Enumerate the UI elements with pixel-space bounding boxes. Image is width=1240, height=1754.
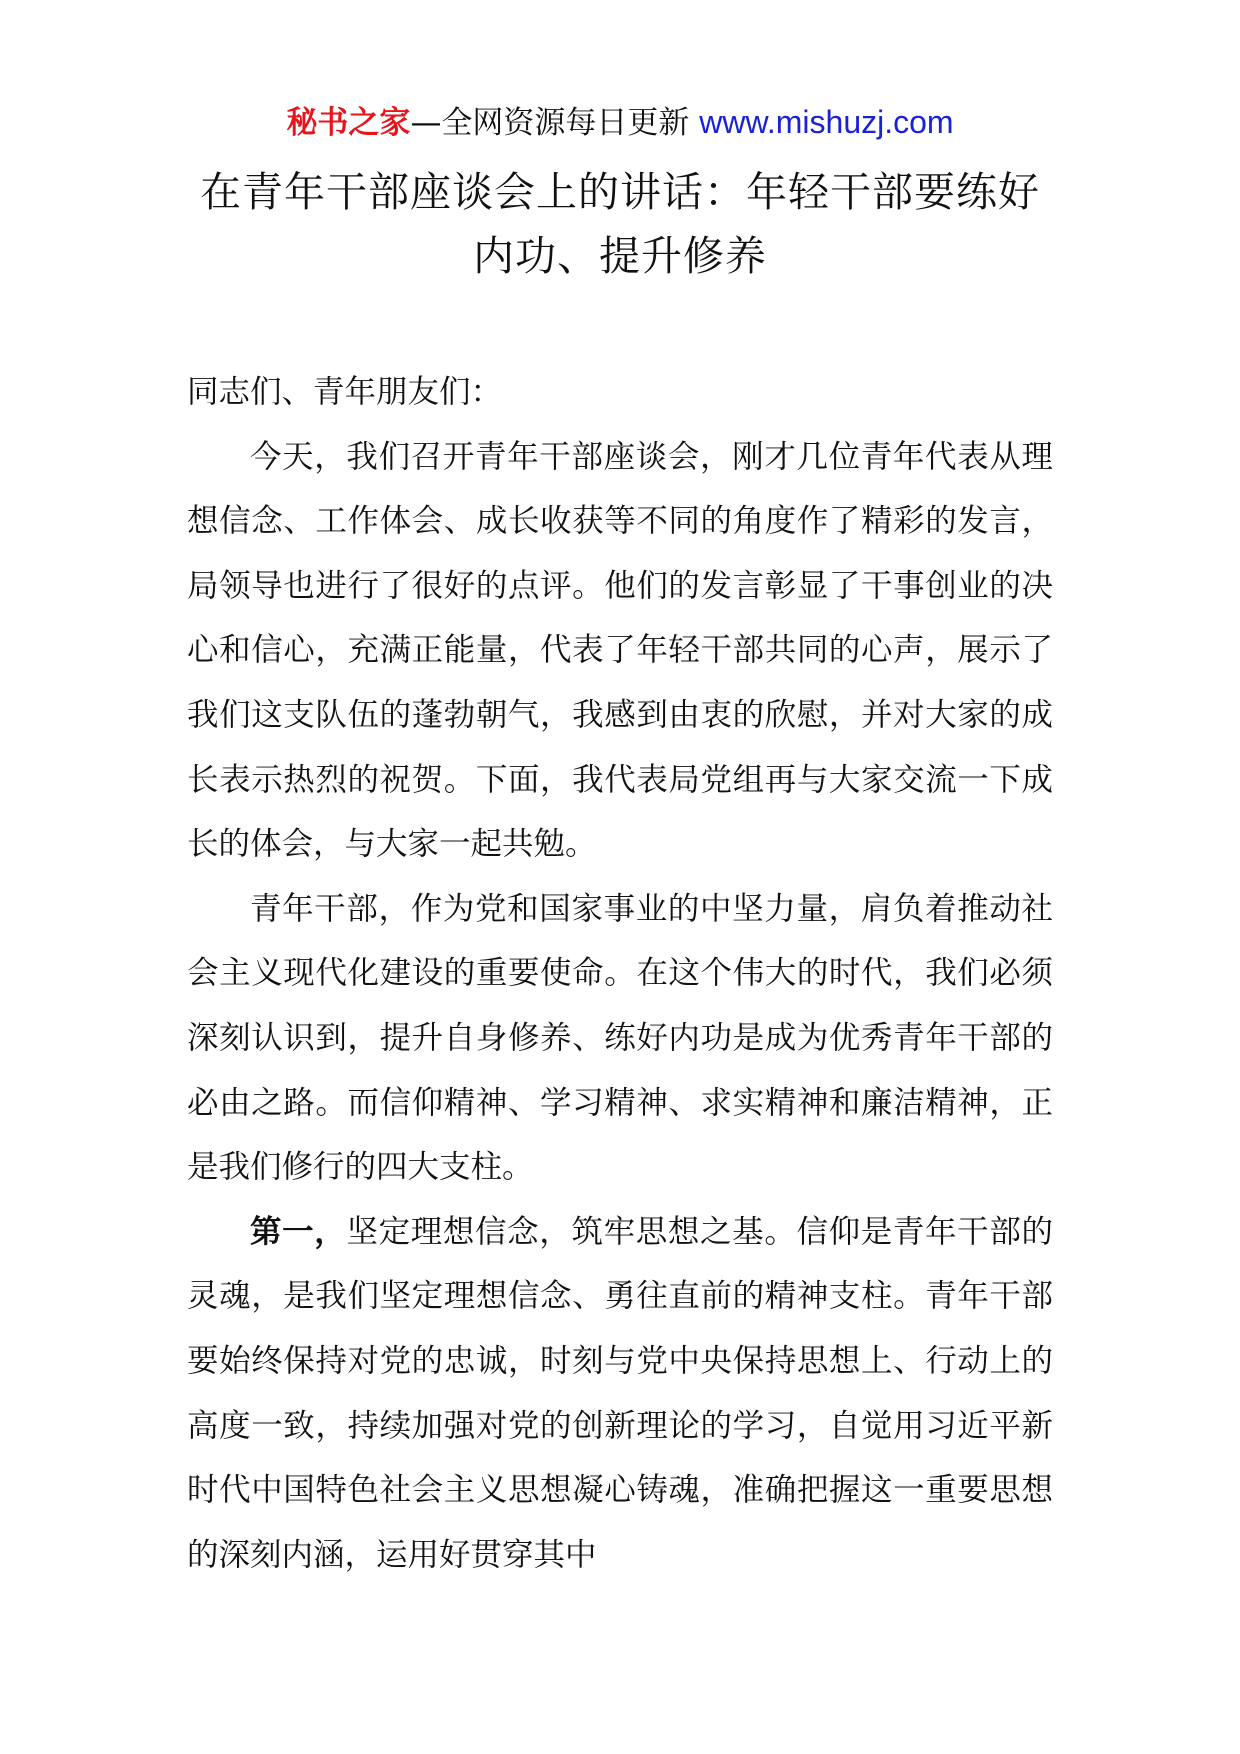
paragraph-intro: 青年干部，作为党和国家事业的中坚力量，肩负着推动社会主义现代化建设的重要使命。在这个伟大的时代，我们必须深刻认识到，提升自身修养、练好内功是成为优秀青年干部的必由之路。而信仰精神、学习精神、求实精神和廉洁精神，正是我们修行的四大支柱。 [187,890,1053,1186]
paragraph-section-1 [187,1200,1053,1588]
brand-name: 秘书之家 [286,105,411,141]
title-line-1: 在青年干部座谈会上的讲话：年轻干部要练好 [200,168,1040,216]
section-1-label: 第一， [250,1213,347,1250]
title-line-2: 内功、提升修养 [473,232,767,280]
section-1-text: 坚定理想信念，筑牢思想之基。信仰是青年干部的灵魂，是我们坚定理想信念、勇往直前的精神支柱。青年干部要始终保持对党的忠诚，时刻与党中央保持思想上、行动上的高度一致，持续加强对党的创新理论的学习，自觉用习近平新时代中国特色社会主义思想凝心铸魂，准确把握这一重要思想的深刻内涵，运用好贯穿其中 [187,1213,1053,1573]
paragraph-opening: 今天，我们召开青年干部座谈会，刚才几位青年代表从理想信念、工作体会、成长收获等不同的角度作了精彩的发言，局领导也进行了很好的点评。他们的发言彰显了干事创业的决心和信心，充满正能量，代表了年轻干部共同的心声，展示了我们这支队伍的蓬勃朝气，我感到由衷的欣慰，并对大家的成长表示热烈的祝贺。下面，我代表局党组再与大家交流一下成长的体会，与大家一起共勉。 [187,438,1053,863]
document-title [150,160,1090,288]
site-banner [0,102,1240,143]
salutation: 同志们、青年朋友们： [187,374,503,410]
site-url-link[interactable]: www.mishuzj.com [699,104,954,140]
document-body [187,360,1053,1587]
brand-slogan: —全网资源每日更新 [410,105,690,141]
